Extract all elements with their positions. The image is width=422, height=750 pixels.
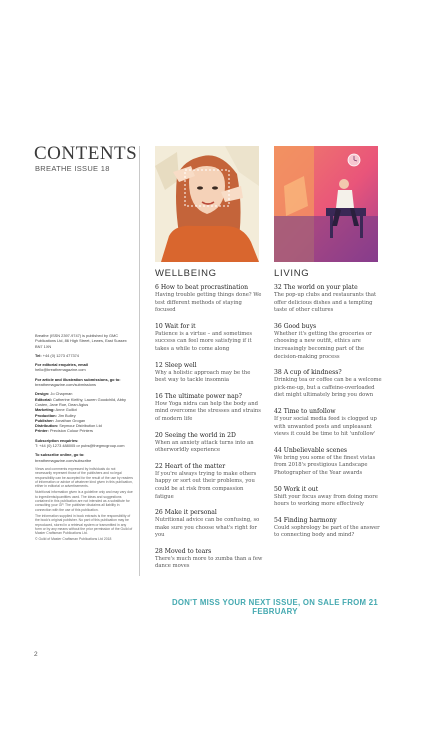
entry-title: [155, 548, 263, 556]
page-number: 22: [155, 462, 163, 470]
contents-entry[interactable]: [155, 463, 263, 501]
entry-heading: Make it personal: [164, 509, 217, 517]
entry-title: [274, 486, 382, 494]
entry-description: Having trouble getting things done? We test different methods of staying focused: [155, 292, 262, 314]
entry-description: There's much more to zumba than a few dance moves: [155, 555, 263, 570]
staff-names: Catherine Kielthy, Lauren Goodchild, Abby Costen, Jane Roe, Dean Agius: [35, 396, 126, 407]
publisher-text: Breathe (ISSN 2397-9747) is published by GMC Publications Ltd, 86 High Street, Lewes, East Sussex BN7 1XN: [35, 333, 127, 349]
page-number: 44: [274, 446, 282, 454]
entry-title: [274, 447, 382, 455]
entry-title: [274, 284, 382, 292]
disclaimer-2: Nutritional information given is a guideline only and may vary due to ingredients/quantities used. The ideas and suggestions contained in this publication are not intended as a substitute for consulting your GP. The publisher disclaims all liability in connection with the use of this publication.: [35, 490, 133, 512]
entry-heading: Good buys: [283, 322, 317, 330]
page-number: 6: [155, 284, 159, 291]
entry-description: Drinking tea or coffee can be a welcome pick-me-up, but a caffeine-overloaded diet might ultimately bring you down: [274, 377, 382, 399]
entry-title: [155, 323, 263, 331]
entry-heading: The ultimate power nap?: [164, 392, 242, 400]
contents-entry[interactable]: [155, 362, 263, 385]
submissions-heading: For article and illustration submissions, go to:: [35, 376, 121, 382]
staff-list: [35, 391, 133, 433]
living-illustration: [274, 146, 378, 262]
page-number: 32: [274, 284, 282, 291]
tel-label: Tel:: [35, 352, 42, 358]
submissions-url[interactable]: breathemagazine.com/submissions: [35, 382, 96, 388]
living-list: [274, 284, 382, 548]
staff-names: Precision Colour Printers: [49, 428, 93, 434]
staff-role: Publisher:: [35, 417, 55, 423]
entry-description: Patience is a virtue – and sometimes success can feel more satisfying if it takes a while to come along: [155, 330, 253, 352]
entry-heading: How to beat procrastination: [160, 284, 249, 291]
entry-title: [274, 369, 382, 377]
entry-title: [274, 408, 382, 416]
contents-entry[interactable]: [274, 284, 382, 315]
contents-entry[interactable]: [274, 323, 382, 361]
entry-description: Why a holistic approach may be the best way to tackle insomnia: [155, 369, 251, 384]
section-title-living: LIVING: [274, 268, 310, 279]
page-number: 20: [155, 431, 163, 439]
staff-names: Anne Guillot: [55, 407, 77, 413]
entry-description: When an anxiety attack turns into an otherworldly experience: [155, 439, 254, 454]
entry-description: How Yoga nidra can help the body and mind overcome the stresses and strains of modern life: [155, 400, 261, 422]
entry-description: If your social media feed is clogged up with unwanted posts and unpleasant views it could be time to hit 'unfollow': [274, 415, 377, 438]
entry-heading: Moved to tears: [164, 547, 212, 555]
page-number: 42: [274, 407, 282, 415]
submissions-contact: [35, 377, 133, 388]
contents-entry[interactable]: [274, 369, 382, 400]
wellbeing-list: [155, 284, 263, 579]
entry-heading: Heart of the matter: [164, 462, 226, 470]
disclaimer-3: The information supplied in book extracts is the responsibility of the book's original publisher. No part of this publication may be reproduced, stored in a retrieval system or transmitted in any form or by any means without the prior permission of the Guild of Master Craftsman Publications Ltd.: [35, 513, 133, 536]
page-number: 12: [155, 361, 163, 369]
entry-title: [155, 432, 263, 440]
editorial-email[interactable]: hello@breathemagazine.com: [35, 367, 86, 373]
entry-title: [274, 517, 382, 525]
page-number: 26: [155, 509, 163, 517]
contents-entry[interactable]: [274, 486, 382, 509]
contents-entry[interactable]: [155, 432, 263, 455]
imprint-block: [35, 333, 133, 542]
entry-title: [155, 463, 263, 471]
entry-heading: Sleep well: [164, 361, 197, 369]
entry-heading: Finding harmony: [283, 516, 337, 524]
contents-entry[interactable]: [155, 393, 263, 424]
contents-entry[interactable]: [155, 548, 263, 571]
editorial-heading: For editorial enquiries, email: [35, 362, 88, 368]
contents-entry[interactable]: [155, 284, 263, 315]
staff-names: Jo Chapman: [50, 391, 73, 397]
page-number: 54: [274, 516, 282, 524]
entry-title: [155, 284, 263, 292]
subs-heading: Subscription enquiries:: [35, 437, 79, 443]
page-number-footer: 2: [34, 651, 38, 658]
contents-entry[interactable]: [155, 323, 263, 354]
entry-heading: Unbelievable scenes: [283, 446, 348, 454]
entry-description: Could sophrology be part of the answer to connecting body and mind?: [274, 524, 380, 539]
staff-role: Marketing:: [35, 407, 55, 413]
entry-heading: Work it out: [283, 485, 319, 493]
subscribe-url[interactable]: breathemagazine.com/subscribe: [35, 457, 92, 463]
section-title-wellbeing: WELLBEING: [155, 268, 217, 279]
telephone: [35, 353, 133, 358]
entry-title: [155, 393, 263, 401]
disclaimer-1: Views and comments expressed by individuals do not necessarily represent those of the publishers and no legal responsibility can be accepted for the result of the use by readers of information or advice of whatever kind given in this publication, either in editorial or advertisements.: [35, 466, 134, 489]
subs-text: T: +44 (0) 1273 488005 or pubs@thegmcgroup.com: [35, 443, 125, 449]
page-number: 50: [274, 485, 282, 493]
page-number: 38: [274, 369, 282, 377]
contents-entry[interactable]: [274, 447, 382, 478]
entry-heading: Wait for it: [164, 322, 196, 330]
wellbeing-illustration: [155, 146, 259, 262]
entry-title: [155, 509, 263, 517]
staff-names: Seymour Distribution Ltd: [59, 423, 102, 429]
staff-names: Jim Bulley: [57, 412, 76, 418]
contents-entry[interactable]: [274, 517, 382, 540]
entry-description: Nutritional advice can be confusing, so make sure you choose what's right for you: [155, 517, 260, 539]
staff-role: Editorial:: [35, 396, 52, 402]
entry-heading: A cup of kindness?: [283, 369, 342, 377]
entry-description: If you're always trying to make others happy or sort out their problems, you could be at risk from compassion fatigue: [155, 470, 257, 500]
page-number: 10: [155, 322, 163, 330]
woman-framing-face-image: [155, 146, 259, 262]
contents-title: CONTENTS: [34, 143, 138, 164]
page-number: 36: [274, 322, 282, 330]
staff-names: Jonathan Grogan: [55, 417, 86, 423]
tel-value: +44 (0) 1273 477374: [42, 352, 79, 358]
page-number: 16: [155, 392, 163, 400]
person-on-bench-image: [274, 146, 378, 262]
subscribe-heading: To subscribe online, go to:: [35, 452, 85, 458]
entry-title: [274, 323, 382, 331]
entry-heading: Seeing the world in 2D: [164, 431, 236, 439]
editorial-contact: [35, 362, 133, 373]
next-issue-banner: DON'T MISS YOUR NEXT ISSUE, ON SALE FROM 21 FEBRUARY: [171, 598, 379, 616]
entry-heading: Time to unfollow: [283, 407, 336, 415]
entry-description: Shift your focus away from doing more hours to working more effectively: [274, 493, 378, 508]
staff-line: [35, 397, 133, 408]
entry-description: Whether it's getting the groceries or choosing a new outfit, ethics are increasingly becoming part of the decision-making process: [274, 330, 372, 360]
staff-role: Distribution:: [35, 423, 59, 429]
entry-title: [155, 362, 263, 370]
subscribe-online: [35, 452, 133, 463]
disclaimer: [35, 467, 133, 542]
staff-role: Design:: [35, 391, 50, 397]
column-divider: [139, 146, 140, 576]
entry-description: We bring you some of the finest vistas from 2018's prestigious Landscape Photographer of the Year awards: [274, 454, 376, 476]
entry-heading: The world on your plate: [283, 284, 358, 291]
subscription-enquiries: [35, 438, 133, 449]
contents-entry[interactable]: [155, 509, 263, 540]
issue-label: BREATHE ISSUE 18: [35, 164, 110, 173]
copyright: © Guild of Master Craftsman Publications Ltd 2018: [35, 537, 112, 542]
contents-entry[interactable]: [274, 408, 382, 439]
staff-role: Production:: [35, 412, 57, 418]
staff-line: [35, 428, 133, 433]
page-number: 28: [155, 547, 163, 555]
staff-role: Printer:: [35, 428, 49, 434]
entry-description: The pop-up clubs and restaurants that offer delicious dishes and a tempting taste of other cultures: [274, 292, 377, 314]
